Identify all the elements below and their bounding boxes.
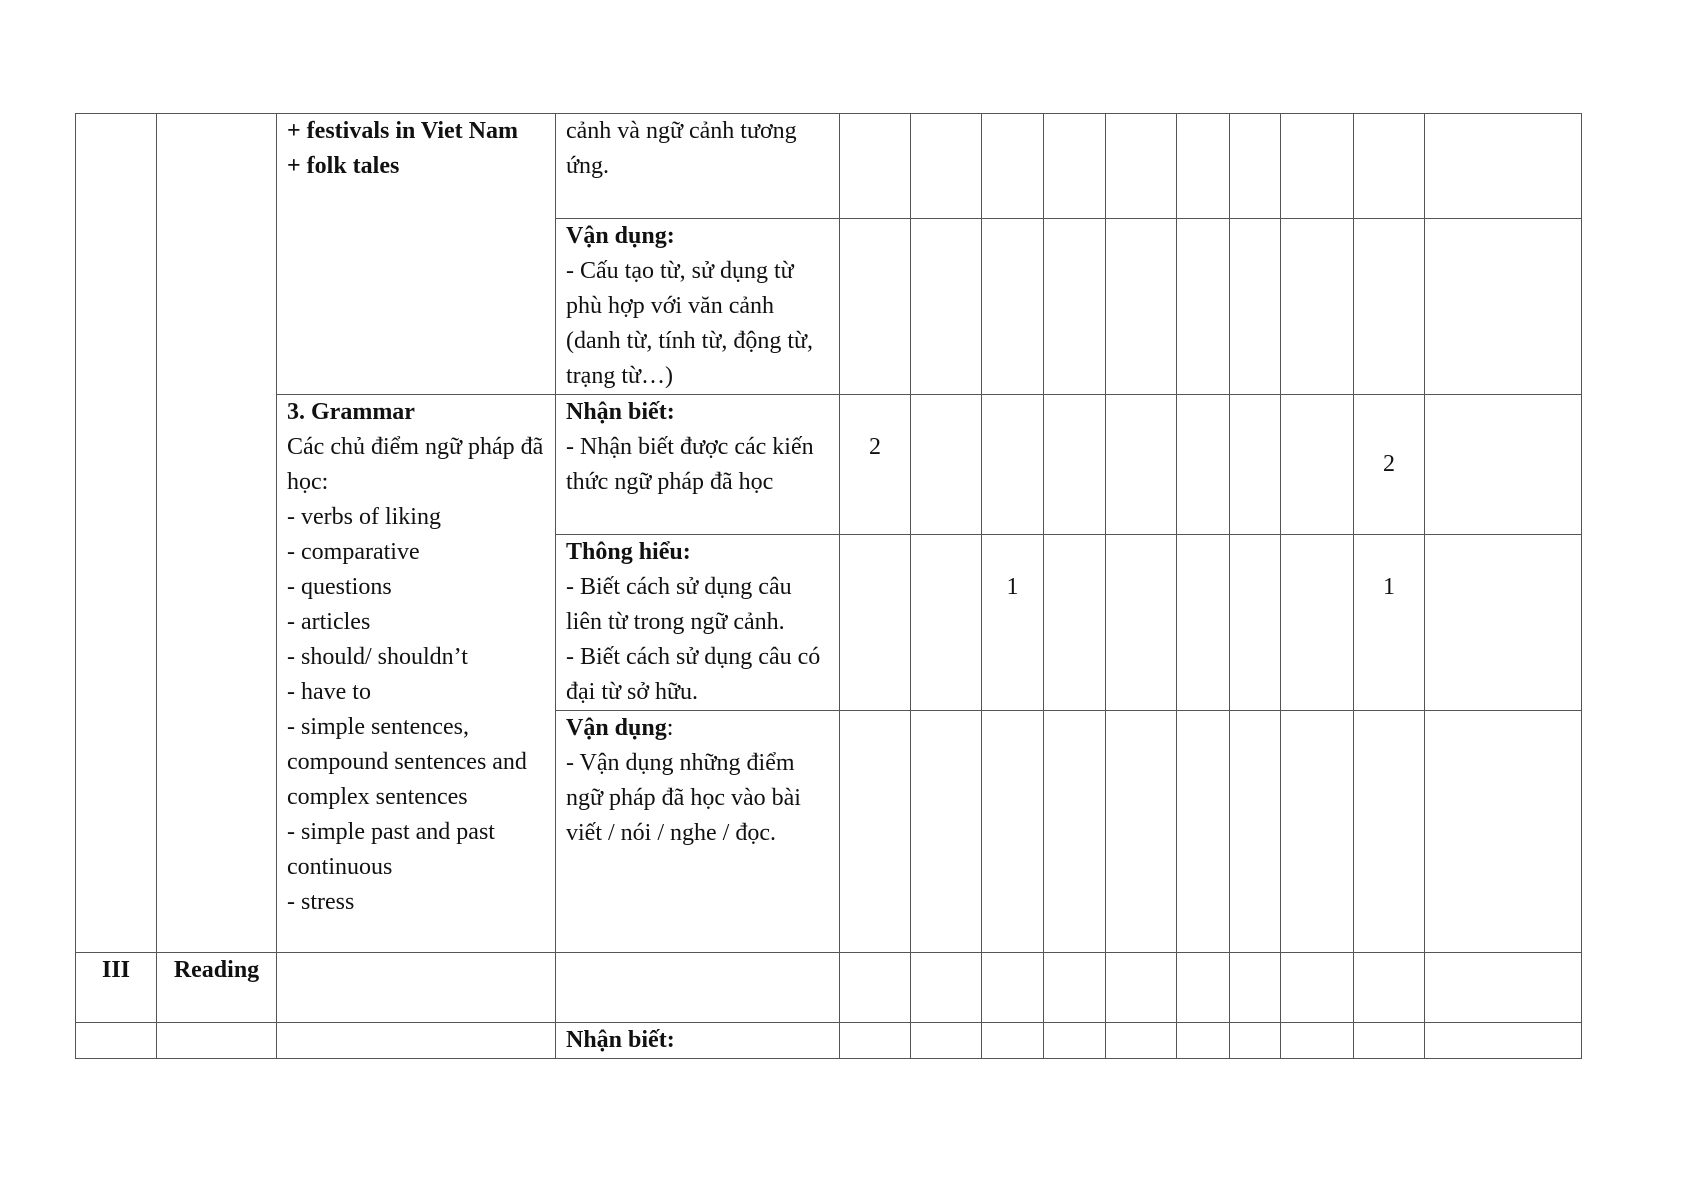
question-count: 1 [1383,574,1395,600]
count-cell [1106,1023,1177,1059]
requirement-text: - Cấu tạo từ, sử dụng từ phù hợp với văn cảnh (danh từ, tính từ, động từ, trạng từ…) [566,258,814,389]
note-cell [1425,219,1582,395]
count-cell [1230,953,1281,1023]
count-cell [982,953,1044,1023]
grammar-item: - simple sentences, compound sentences and complex sentences [287,714,527,810]
count-cell [840,953,911,1023]
count-cell [1281,395,1354,535]
count-cell [1281,535,1354,711]
section-number: III [101,957,131,983]
count-cell [911,1023,982,1059]
count-cell [1354,953,1425,1023]
count-cell [1230,711,1281,953]
count-cell [1106,395,1177,535]
count-cell [1354,711,1425,953]
count-cell [982,711,1044,953]
count-cell [1230,535,1281,711]
count-cell [1354,535,1425,711]
count-cell [982,1023,1044,1059]
section-number-cell [76,953,157,1023]
requirement-cell [556,535,840,711]
content-cell [277,953,556,1023]
count-cell [1044,395,1106,535]
requirement-text: - Biết cách sử dụng câu liên từ trong ngữ cảnh. [566,574,792,635]
count-cell [1106,535,1177,711]
requirement-cell [556,953,840,1023]
requirement-cell [556,114,840,219]
count-cell [1044,1023,1106,1059]
grammar-item: - stress [287,889,355,915]
requirement-cell [556,1023,840,1059]
specification-table [75,113,1582,1059]
count-cell [1230,395,1281,535]
count-cell [1177,953,1230,1023]
grammar-item: - have to [287,679,371,705]
question-count: 2 [1383,451,1395,477]
requirement-text: - Nhận biết được các kiến thức ngữ pháp đã học [566,434,814,495]
count-cell [911,114,982,219]
count-cell [1177,1023,1230,1059]
count-cell [1044,535,1106,711]
note-cell [1425,535,1582,711]
count-cell [1354,395,1425,535]
count-cell [1281,953,1354,1023]
count-cell [1281,219,1354,395]
question-count: 1 [1006,574,1019,600]
requirement-heading-line [566,711,829,746]
skill-cell [157,1023,277,1059]
count-cell [1177,219,1230,395]
count-cell [840,535,911,711]
count-cell [840,1023,911,1059]
skill-name: Reading [173,957,260,983]
count-cell [1230,114,1281,219]
grammar-item: - simple past and past continuous [287,819,495,880]
count-cell [911,535,982,711]
table-row [76,114,1582,219]
grammar-title: 3. Grammar [287,399,415,425]
count-cell [1230,219,1281,395]
requirement-text: - Vận dụng những điểm ngữ pháp đã học vào bài viết / nói / nghe / đọc. [566,750,801,846]
note-cell [1425,953,1582,1023]
count-cell [1281,114,1354,219]
requirement-heading: Nhận biết: [566,399,675,425]
count-cell [1354,1023,1425,1059]
vocabulary-content-cell [277,114,556,395]
requirement-cell [556,219,840,395]
count-cell [1177,114,1230,219]
count-cell [1044,711,1106,953]
count-cell [911,953,982,1023]
count-cell [1106,953,1177,1023]
grammar-item: - questions [287,574,392,600]
count-cell [982,114,1044,219]
grammar-content-cell [277,395,556,953]
content-cell [277,1023,556,1059]
section-number-cell [76,1023,157,1059]
table-row [76,953,1582,1023]
grammar-item: - articles [287,609,371,635]
grammar-item: - should/ shouldn’t [287,644,468,670]
question-count: 2 [869,434,881,460]
count-cell [840,114,911,219]
count-cell [840,219,911,395]
note-cell [1425,711,1582,953]
requirement-heading: Thông hiểu: [566,539,691,565]
count-cell [1044,953,1106,1023]
count-cell [1106,219,1177,395]
count-cell [911,219,982,395]
skill-cell [157,953,277,1023]
count-cell [982,395,1044,535]
requirement-cell [556,395,840,535]
count-cell [1354,219,1425,395]
section-number-cell [76,114,157,953]
content-line: + folk tales [287,153,400,179]
note-cell [1425,395,1582,535]
grammar-item: - verbs of liking [287,504,441,530]
note-cell [1425,114,1582,219]
content-line: + festivals in Viet Nam [287,118,518,144]
note-cell [1425,1023,1582,1059]
count-cell [1106,114,1177,219]
count-cell [1177,711,1230,953]
skill-cell [157,114,277,953]
grammar-intro: Các chủ điểm ngữ pháp đã học: [287,434,544,495]
requirement-heading: Vận dụng [566,715,667,741]
count-cell [1044,114,1106,219]
grammar-item: - comparative [287,539,420,565]
count-cell [1281,711,1354,953]
count-cell [1106,711,1177,953]
heading-colon: : [666,715,674,741]
requirement-text: cảnh và ngữ cảnh tương ứng. [566,118,797,179]
count-cell [840,711,911,953]
requirement-heading: Vận dụng: [566,223,675,249]
count-cell [982,535,1044,711]
count-cell [1177,535,1230,711]
count-cell [1281,1023,1354,1059]
count-cell [840,395,911,535]
requirement-text: - Biết cách sử dụng câu có đại từ sở hữu. [566,644,821,705]
count-cell [1044,219,1106,395]
count-cell [1177,395,1230,535]
requirement-cell [556,711,840,953]
table-row [76,395,1582,535]
table-row [76,1023,1582,1059]
count-cell [1354,114,1425,219]
count-cell [982,219,1044,395]
requirement-heading: Nhận biết: [566,1027,675,1053]
count-cell [911,711,982,953]
count-cell [911,395,982,535]
count-cell [1230,1023,1281,1059]
